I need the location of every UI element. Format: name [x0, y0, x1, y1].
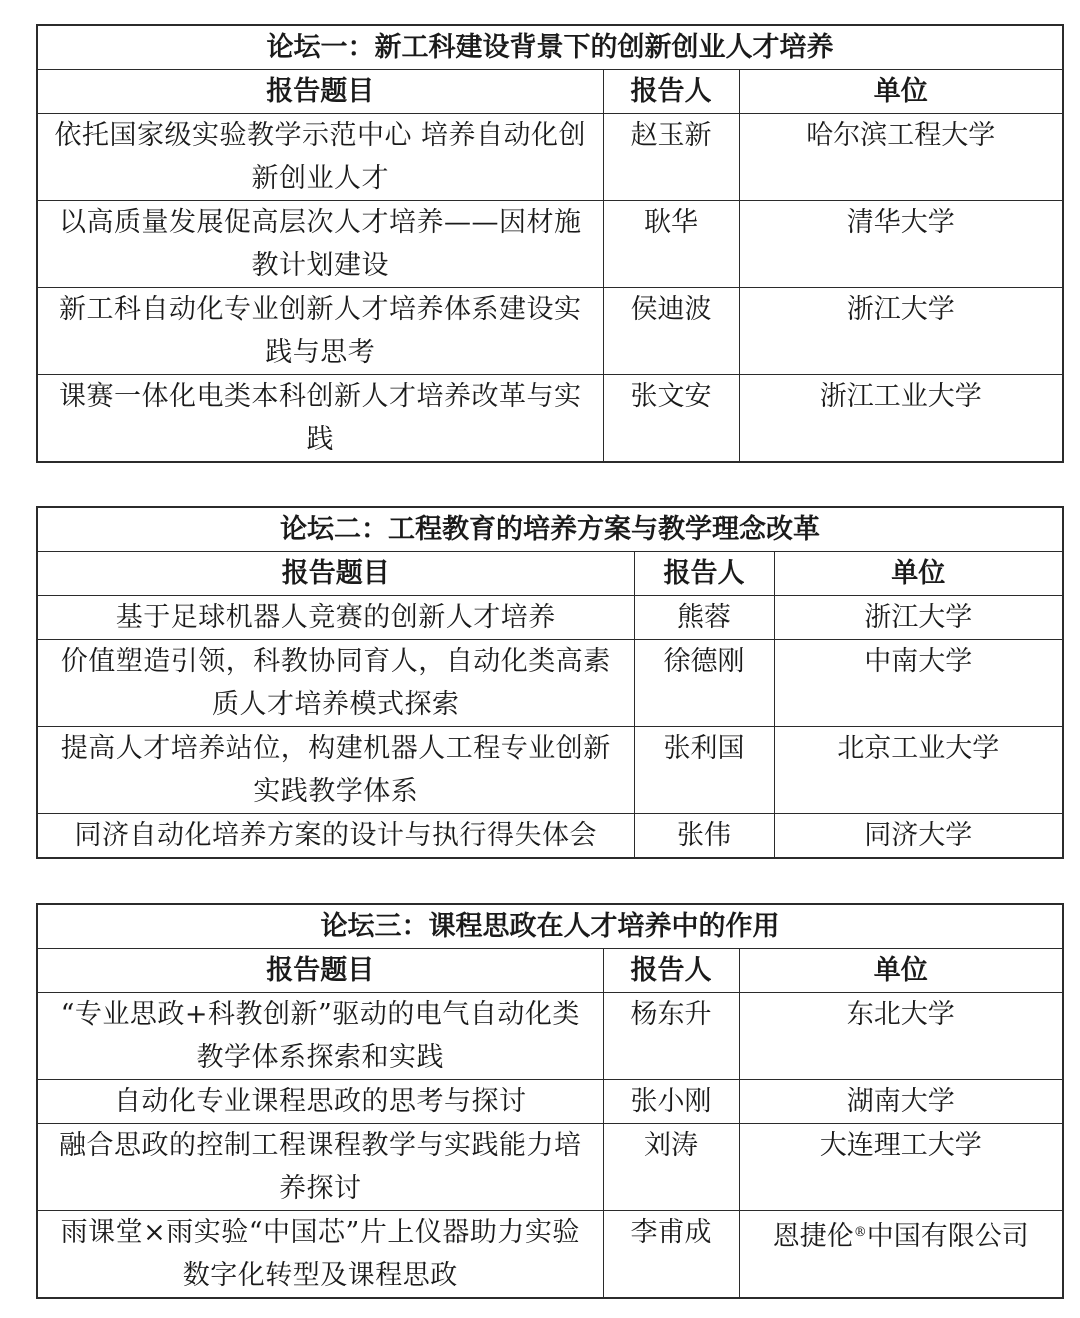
- report-topic: 新工科自动化专业创新人才培养体系建设实践与思考: [37, 288, 603, 375]
- speaker-name: 张利国: [634, 727, 774, 814]
- report-topic: 依托国家级实验教学示范中心 培养自动化创新创业人才: [37, 114, 603, 201]
- report-topic: 价值塑造引领，科教协同育人，自动化类高素质人才培养模式探索: [37, 640, 634, 727]
- registered-mark: ®: [853, 1225, 867, 1240]
- report-topic: 课赛一体化电类本科创新人才培养改革与实践: [37, 375, 603, 463]
- forum-title: 论坛三：课程思政在人才培养中的作用: [37, 904, 1063, 949]
- affiliation: 浙江工业大学: [739, 375, 1063, 463]
- table-row: [37, 993, 1063, 1080]
- report-topic: 融合思政的控制工程课程教学与实践能力培养探讨: [37, 1124, 603, 1211]
- affiliation: 哈尔滨工程大学: [739, 114, 1063, 201]
- affiliation: 浙江大学: [739, 288, 1063, 375]
- header-speaker: 报告人: [603, 949, 739, 993]
- header-unit: 单位: [739, 70, 1063, 114]
- affiliation: 大连理工大学: [739, 1124, 1063, 1211]
- table-row: [37, 114, 1063, 201]
- speaker-name: 熊蓉: [634, 596, 774, 640]
- header-topic: 报告题目: [37, 949, 603, 993]
- affiliation: [739, 1211, 1063, 1299]
- speaker-name: 李甫成: [603, 1211, 739, 1299]
- speaker-name: 徐德刚: [634, 640, 774, 727]
- affiliation-main: 恩捷伦: [772, 1221, 854, 1252]
- table-row: [37, 201, 1063, 288]
- table-row: [37, 1080, 1063, 1124]
- header-topic: 报告题目: [37, 70, 603, 114]
- report-topic: 自动化专业课程思政的思考与探讨: [37, 1080, 603, 1124]
- header-topic: 报告题目: [37, 552, 634, 596]
- report-topic: 雨课堂×雨实验“中国芯”片上仪器助力实验数字化转型及课程思政: [37, 1211, 603, 1299]
- table-row: [37, 1124, 1063, 1211]
- report-topic: “专业思政+科教创新”驱动的电气自动化类教学体系探索和实践: [37, 993, 603, 1080]
- header-speaker: 报告人: [603, 70, 739, 114]
- forum-title: 论坛一：新工科建设背景下的创新创业人才培养: [37, 25, 1063, 70]
- affiliation-rest: 中国有限公司: [866, 1221, 1029, 1252]
- affiliation: 北京工业大学: [774, 727, 1063, 814]
- forum-table-3: [36, 903, 1064, 1299]
- report-topic: 提高人才培养站位，构建机器人工程专业创新实践教学体系: [37, 727, 634, 814]
- forum-title: 论坛二：工程教育的培养方案与教学理念改革: [37, 507, 1063, 552]
- header-speaker: 报告人: [634, 552, 774, 596]
- table-row: [37, 375, 1063, 463]
- table-row: [37, 596, 1063, 640]
- header-unit: 单位: [739, 949, 1063, 993]
- report-topic: 同济自动化培养方案的设计与执行得失体会: [37, 814, 634, 859]
- table-row: [37, 640, 1063, 727]
- affiliation: 中南大学: [774, 640, 1063, 727]
- header-unit: 单位: [774, 552, 1063, 596]
- affiliation: 东北大学: [739, 993, 1063, 1080]
- affiliation: 同济大学: [774, 814, 1063, 859]
- affiliation: 清华大学: [739, 201, 1063, 288]
- table-row: [37, 288, 1063, 375]
- speaker-name: 张小刚: [603, 1080, 739, 1124]
- speaker-name: 张伟: [634, 814, 774, 859]
- table-row: [37, 727, 1063, 814]
- table-row: [37, 814, 1063, 859]
- forum-table-2: [36, 506, 1064, 859]
- affiliation: 湖南大学: [739, 1080, 1063, 1124]
- speaker-name: 侯迪波: [603, 288, 739, 375]
- speaker-name: 刘涛: [603, 1124, 739, 1211]
- speaker-name: 杨东升: [603, 993, 739, 1080]
- affiliation: 浙江大学: [774, 596, 1063, 640]
- speaker-name: 张文安: [603, 375, 739, 463]
- speaker-name: 耿华: [603, 201, 739, 288]
- speaker-name: 赵玉新: [603, 114, 739, 201]
- forum-table-1: [36, 24, 1064, 463]
- report-topic: 基于足球机器人竞赛的创新人才培养: [37, 596, 634, 640]
- report-topic: 以高质量发展促高层次人才培养——因材施教计划建设: [37, 201, 603, 288]
- table-row: [37, 1211, 1063, 1299]
